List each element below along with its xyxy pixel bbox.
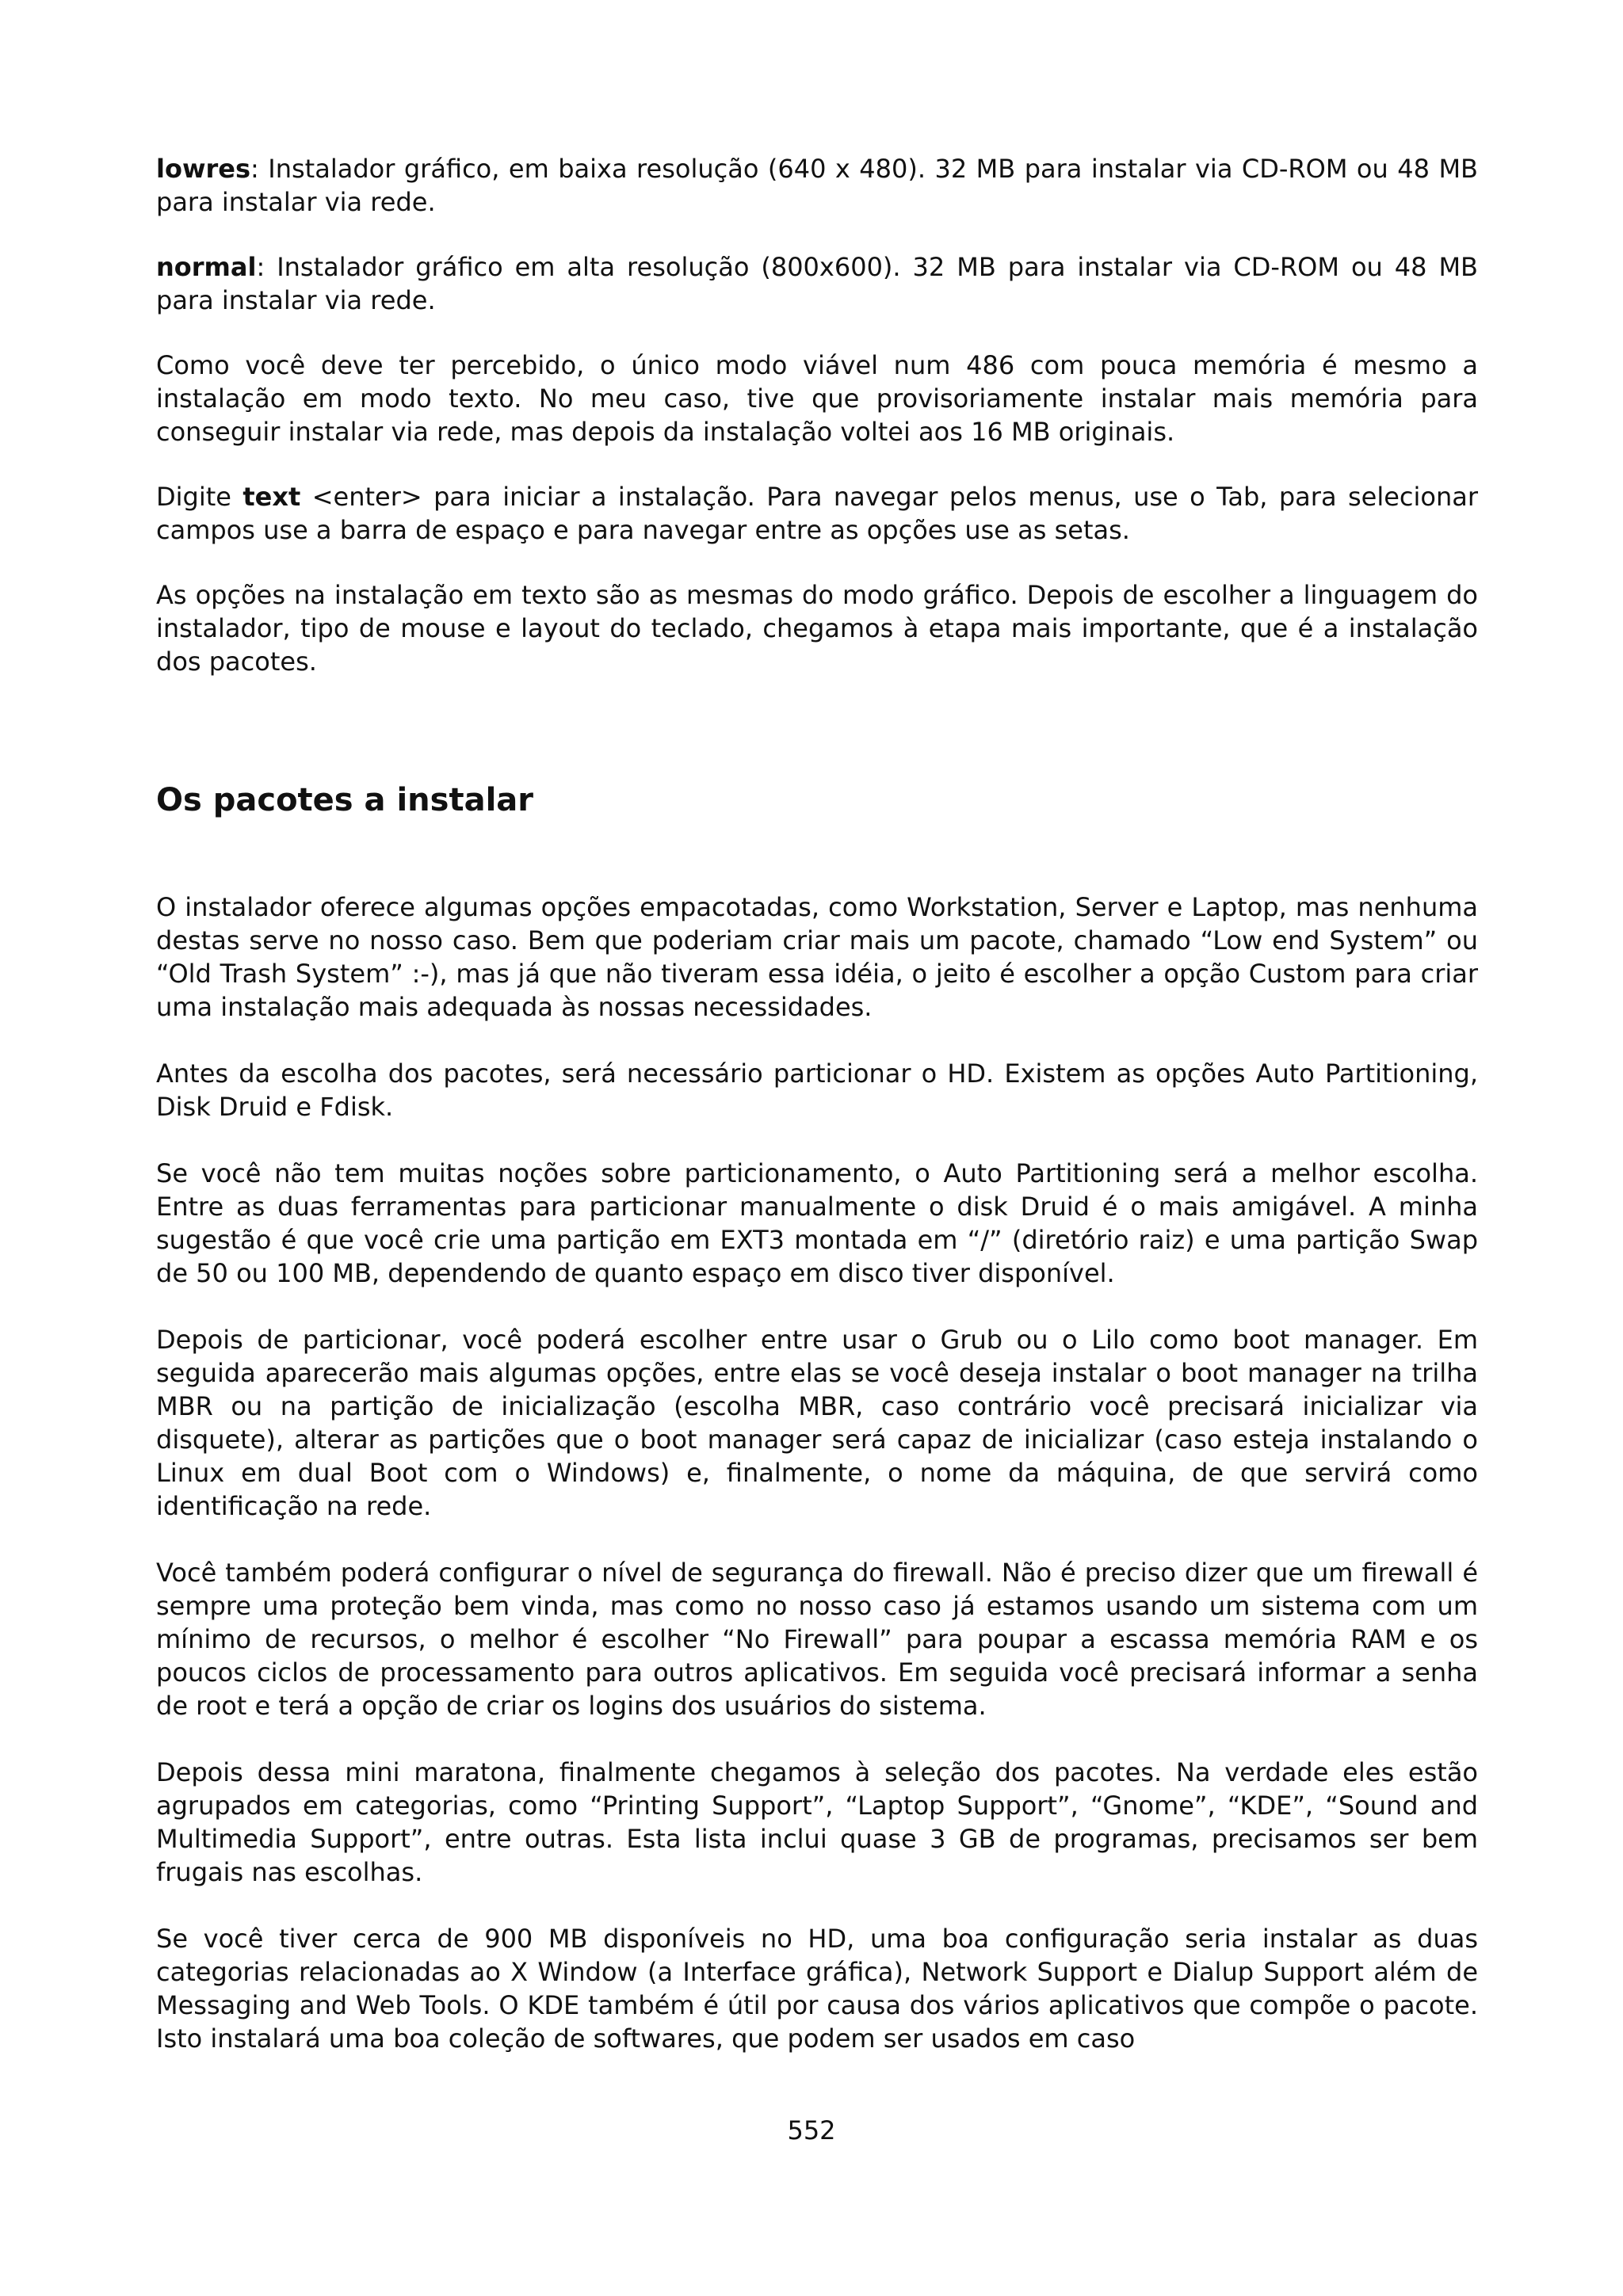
term-lowres: lowres (156, 154, 251, 184)
paragraph-lowres (156, 152, 1478, 219)
paragraph-text: Digite (156, 482, 243, 512)
paragraph-digite-text (156, 480, 1478, 547)
paragraph-partitioning: Antes da escolha dos pacotes, será necessário particionar o HD. Existem as opções Auto Partitioning, Disk Druid e Fdisk. (156, 1058, 1478, 1122)
paragraph-options: As opções na instalação em texto são as mesmas do modo gráfico. Depois de escolher a linguagem do instalador, tipo de mouse e layout do teclado, chegamos à etapa mais importante, que é a instalação dos pacotes. (156, 580, 1478, 677)
paragraph-text-mode: Como você deve ter percebido, o único modo viável num 486 com pouca memória é mesmo a instalação em modo texto. No meu caso, tive que provisoriamente instalar mais memória para conseguir instalar via rede, mas depois da instalação voltei aos 16 MB originais. (156, 350, 1478, 447)
term-text: text (242, 482, 301, 512)
paragraph-normal (156, 250, 1478, 317)
term-normal: normal (156, 252, 257, 282)
paragraph-disk-space: Se você tiver cerca de 900 MB disponíveis no HD, uma boa configuração seria instalar as duas categorias relacionadas ao X Window (a Interface gráfica), Network Support e Dialup Support além de Messaging and Web Tools. O KDE também é útil por causa dos vários aplicativos que compõe o pacote. Isto instalará uma boa coleção de softwares, que podem ser usados em caso (156, 1924, 1478, 2054)
page-number: 552 (787, 2115, 836, 2145)
paragraph-auto-partitioning: Se você não tem muitas noções sobre particionamento, o Auto Partitioning será a melhor escolha. Entre as duas ferramentas para particionar manualmente o disk Druid é o mais amigável. A minha sugestão é que você crie uma partição em EXT3 montada em “/” (diretório raiz) e uma partição Swap de 50 ou 100 MB, dependendo de quanto espaço em disco tiver disponível. (156, 1158, 1478, 1288)
paragraph-text: : Instalador gráfico, em baixa resolução (640 x 480). 32 MB para instalar via CD-ROM ou 48 MB para instalar via rede. (156, 154, 1478, 217)
section-heading: Os pacotes a instalar (156, 782, 533, 818)
paragraph-text: <enter> para iniciar a instalação. Para navegar pelos menus, use o Tab, para selecionar campos use a barra de espaço e para navegar entre as opções use as setas. (156, 482, 1479, 545)
paragraph-packages: O instalador oferece algumas opções empacotadas, como Workstation, Server e Laptop, mas nenhuma destas serve no nosso caso. Bem que poderiam criar mais um pacote, chamado “Low end System” ou “Old Trash System” :-), mas já que não tiveram essa idéia, o jeito é escolher a opção Custom para criar uma instalação mais adequada às nossas necessidades. (156, 892, 1478, 1022)
paragraph-text: : Instalador gráfico em alta resolução (800x600). 32 MB para instalar via CD-ROM ou 48 MB para instalar via rede. (156, 252, 1478, 315)
paragraph-package-selection: Depois dessa mini maratona, finalmente chegamos à seleção dos pacotes. Na verdade eles estão agrupados em categorias, como “Printing Support”, “Laptop Support”, “Gnome”, “KDE”, “Sound and Multimedia Support”, entre outras. Esta lista inclui quase 3 GB de programas, precisamos ser bem frugais nas escolhas. (156, 1757, 1478, 1887)
paragraph-boot-manager: Depois de particionar, você poderá escolher entre usar o Grub ou o Lilo como boot manager. Em seguida aparecerão mais algumas opções, entre elas se você deseja instalar o boot manager na trilha MBR ou na partição de inicialização (escolha MBR, caso contrário você precisará inicializar via disquete), alterar as partições que o boot manager será capaz de inicializar (caso esteja instalando o Linux em dual Boot com o Windows) e, finalmente, o nome da máquina, de que servirá como identificação na rede. (156, 1325, 1478, 1521)
page-content (156, 152, 1478, 2088)
paragraph-firewall: Você também poderá configurar o nível de segurança do firewall. Não é preciso dizer que um firewall é sempre uma proteção bem vinda, mas como no nosso caso já estamos usando um sistema com um mínimo de recursos, o melhor é escolher “No Firewall” para poupar a escassa memória RAM e os poucos ciclos de processamento para outros aplicativos. Em seguida você precisará informar a senha de root e terá a opção de criar os logins dos usuários do sistema. (156, 1558, 1478, 1721)
